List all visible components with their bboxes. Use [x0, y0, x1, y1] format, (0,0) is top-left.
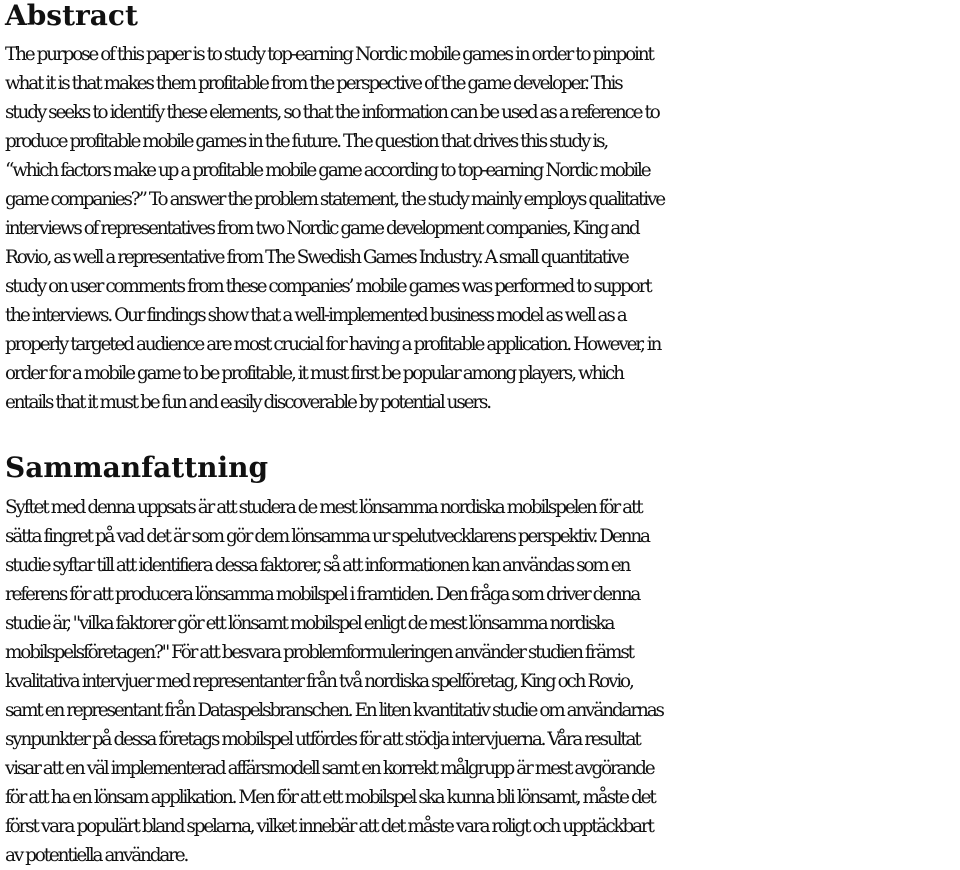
abstract-line: produce profitable mobile games in the future. The question that drives this study is,	[5, 131, 608, 152]
abstract-line: the interviews. Our findings show that a well-implemented business model as well as a	[5, 305, 626, 326]
abstract-line: properly targeted audience are most crucial for having a profitable application. However, in	[5, 334, 661, 355]
sammanfattning-line: kvalitativa intervjuer med representanter från två nordiska spelföretag, King och Rovio,	[5, 671, 633, 692]
abstract-line: entails that it must be fun and easily discoverable by potential users.	[5, 392, 490, 413]
sammanfattning-heading: Sammanfattning	[5, 451, 269, 484]
abstract-line: what it is that makes them profitable from the perspective of the game developer. This	[5, 73, 622, 94]
sammanfattning-line: synpunkter på dessa företags mobilspel utfördes för att stödja intervjuerna. Våra resultat	[5, 729, 640, 750]
sammanfattning-paragraph	[5, 493, 960, 870]
sammanfattning-line: referens för att producera lönsamma mobilspel i framtiden. Den fråga som driver denna	[5, 584, 640, 605]
sammanfattning-line: för att ha en lönsam applikation. Men för att ett mobilspel ska kunna bli lönsamt, måste det	[5, 787, 655, 808]
sammanfattning-line: av potentiella användare.	[5, 845, 188, 866]
sammanfattning-line: mobilspelsföretagen?" För att besvara problemformuleringen använder studien främst	[5, 642, 633, 663]
sammanfattning-line: studie syftar till att identifiera dessa faktorer, så att informationen kan användas som en	[5, 555, 630, 576]
sammanfattning-line: samt en representant från Dataspelsbranschen. En liten kvantitativ studie om användarnas	[5, 700, 663, 721]
abstract-line: “which factors make up a profitable mobile game according to top-earning Nordic mobile	[5, 160, 650, 181]
abstract-line: Rovio, as well a representative from The Swedish Games Industry. A small quantitative	[5, 247, 628, 268]
sammanfattning-line: Syftet med denna uppsats är att studera de mest lönsamma nordiska mobilspelen för att	[5, 497, 642, 518]
abstract-line: The purpose of this paper is to study top-earning Nordic mobile games in order to pinpoint	[5, 44, 653, 65]
abstract-paragraph	[5, 40, 960, 417]
sammanfattning-line: först vara populärt bland spelarna, vilket innebär att det måste vara roligt och upptäckbart	[5, 816, 653, 837]
abstract-line: interviews of representatives from two Nordic game development companies, King and	[5, 218, 639, 239]
abstract-line: study on user comments from these companies’ mobile games was performed to support	[5, 276, 651, 297]
abstract-heading: Abstract	[5, 0, 138, 32]
abstract-line: order for a mobile game to be profitable, it must first be popular among players, which	[5, 363, 623, 384]
abstract-line: study seeks to identify these elements, so that the information can be used as a reference to	[5, 102, 659, 123]
abstract-line: game companies?” To answer the problem statement, the study mainly employs qualitative	[5, 189, 664, 210]
sammanfattning-line: studie är, "vilka faktorer gör ett lönsamt mobilspel enligt de mest lönsamma nordiska	[5, 613, 614, 634]
sammanfattning-line: sätta fingret på vad det är som gör dem lönsamma ur spelutvecklarens perspektiv. Denna	[5, 526, 649, 547]
sammanfattning-line: visar att en väl implementerad affärsmodell samt en korrekt målgrupp är mest avgörande	[5, 758, 654, 779]
